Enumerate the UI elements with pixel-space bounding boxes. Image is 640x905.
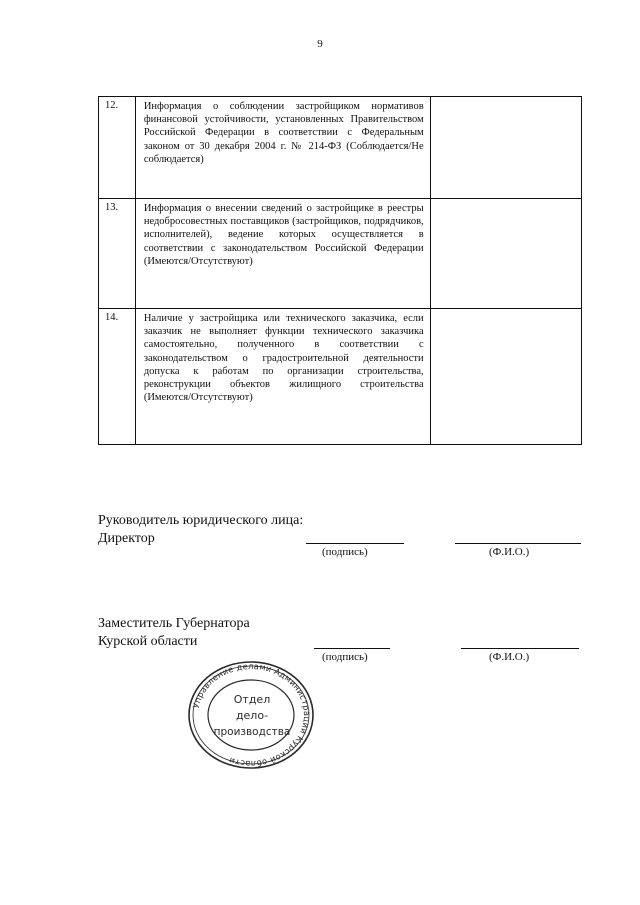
- table-row: [99, 97, 582, 199]
- row-description: Информация о соблюдении застройщиком нормативов финансовой устойчивости, установленных Правительством Российской Федерации в соответствии с Федеральным законом от 30 декабря 2004 г. № 214-ФЗ (Соблюдается/Не соблюдается): [135, 97, 430, 199]
- row-number: 13.: [99, 199, 136, 309]
- stamp-center-line-3: производства: [213, 726, 291, 738]
- row-value-cell[interactable]: [430, 199, 581, 309]
- legal-entity-head-label: Руководитель юридического лица:: [98, 513, 304, 528]
- stamp-center-line-1: Отдел: [233, 693, 271, 706]
- page-number: 9: [317, 38, 323, 50]
- deputy-name-line: [461, 648, 579, 649]
- stamp-center-line-2: дело-: [235, 709, 269, 722]
- director-name-line: [455, 543, 581, 544]
- official-stamp-icon: [186, 660, 316, 770]
- kursk-region-label: Курской области: [98, 634, 198, 649]
- deputy-signature-line: [314, 648, 390, 649]
- director-signature-caption: (подпись): [322, 546, 368, 558]
- stamp-ring-text: Управление делами Администрации Курской области: [190, 660, 313, 770]
- table-row: [99, 199, 582, 309]
- requirements-table: [98, 96, 582, 445]
- director-signature-line: [306, 543, 404, 544]
- row-description: Информация о внесении сведений о застройщике в реестры недобросовестных поставщиков (застройщиков, подрядчиков, исполнителей), ведение которых осуществляется в соответствии с законодательством Российской Федерации (Имеются/Отсутствуют): [135, 199, 430, 309]
- director-name-caption: (Ф.И.О.): [489, 546, 530, 558]
- row-number: 12.: [99, 97, 136, 199]
- row-number: 14.: [99, 309, 136, 445]
- director-label: Директор: [98, 531, 155, 546]
- row-value-cell[interactable]: [430, 309, 581, 445]
- row-description: Наличие у застройщика или технического заказчика, если заказчик не выполняет функции технического заказчика самостоятельно, полученного в соответствии с законодательством о градостроительной деятельности допуска к работам по организации строительства, реконструкции объектов жилищного строительства (Имеются/Отсутствуют): [135, 309, 430, 445]
- deputy-name-caption: (Ф.И.О.): [489, 651, 530, 663]
- deputy-governor-label: Заместитель Губернатора: [98, 616, 250, 631]
- table-row: [99, 309, 582, 445]
- deputy-signature-caption: (подпись): [322, 651, 368, 663]
- row-value-cell[interactable]: [430, 97, 581, 199]
